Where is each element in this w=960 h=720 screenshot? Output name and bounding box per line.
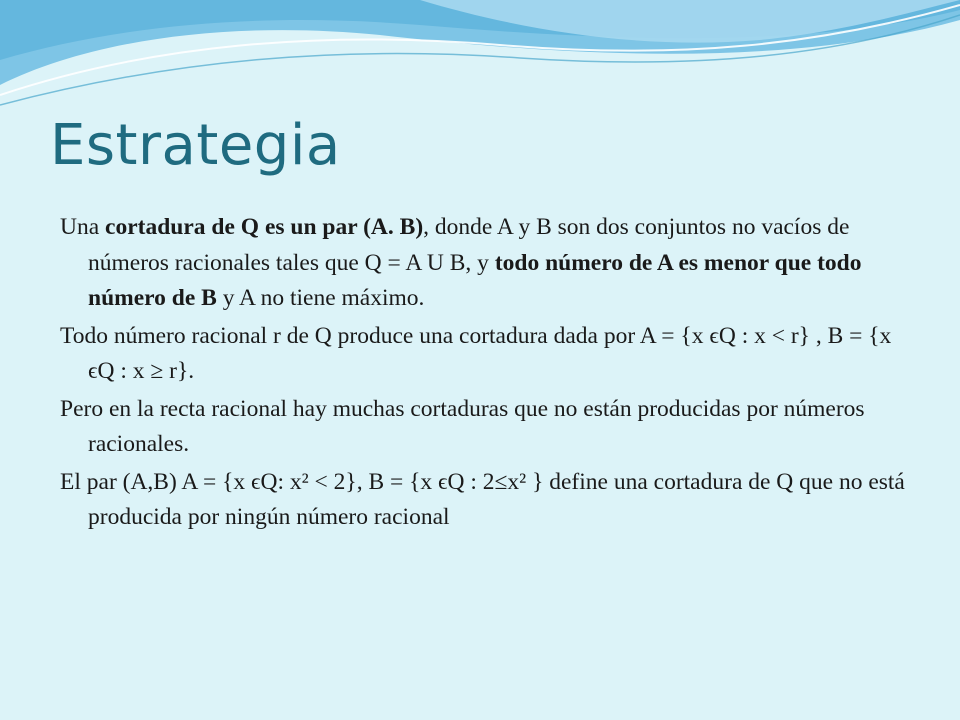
text-run-bold: todo número de A es menor que todo número de B	[88, 249, 862, 311]
text-run: , donde A y B son dos conjuntos no vacíos de números racionales tales que Q = A U B, y	[88, 214, 850, 276]
paragraph-rational-cut	[60, 319, 910, 390]
text-run: Todo número racional r de Q produce una cortadura dada por A = {x ϵQ : x < r} , B = {x ϵQ : x ≥ r}.	[60, 322, 892, 384]
paragraph-example-pair	[60, 465, 910, 536]
text-run-bold: cortadura de Q es un par (A. B)	[105, 214, 424, 240]
text-run: Una	[60, 214, 106, 240]
slide-body	[60, 210, 910, 538]
text-run: El par (A,B) A = {x ϵQ: x² < 2}, B = {x ϵQ : 2≤x² } define una cortadura de Q que no está producida por ningún número racional	[60, 468, 905, 530]
paragraph-many-cuts	[60, 392, 910, 463]
text-run: y A no tiene máximo.	[216, 285, 425, 311]
header-wave-decoration	[0, 0, 960, 120]
paragraph-definition	[60, 210, 910, 317]
text-run: Pero en la recta racional hay muchas cortaduras que no están producidas por números racionales.	[60, 395, 865, 457]
slide-title: Estrategia	[50, 113, 341, 178]
